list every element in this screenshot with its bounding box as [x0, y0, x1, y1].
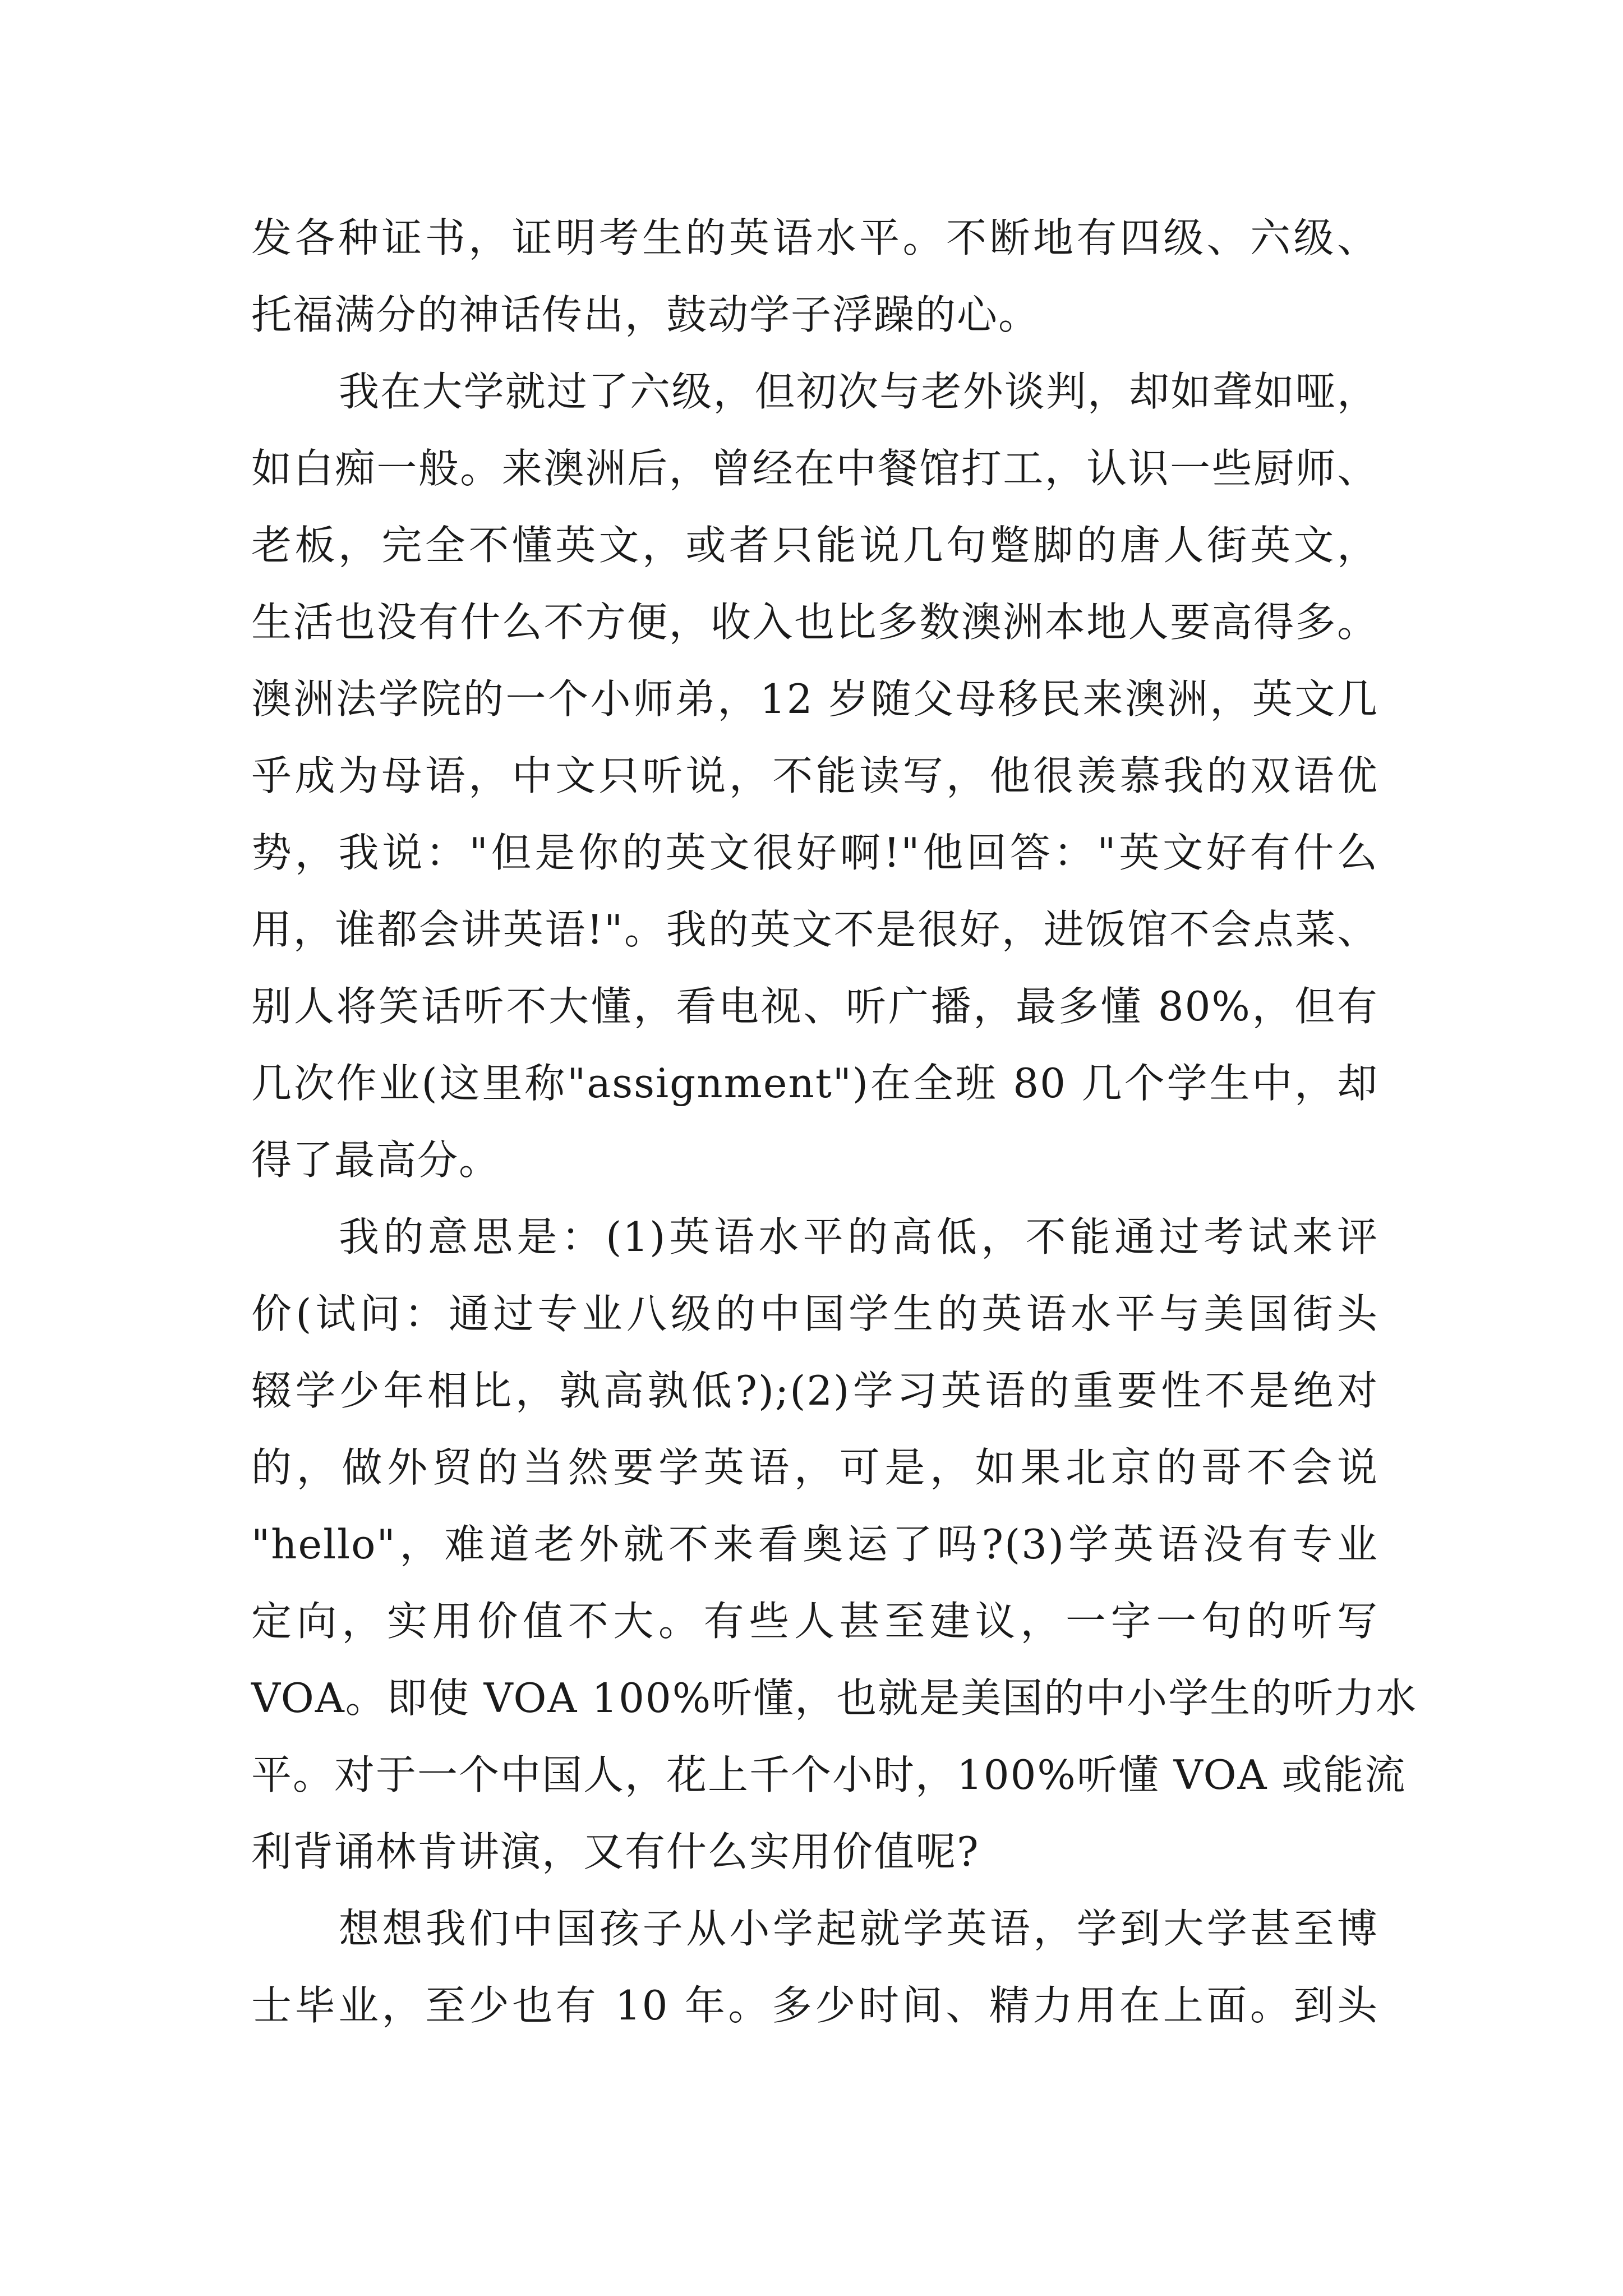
paragraph-start-line: 我在大学就过了六级，但初次与老外谈判，却如聋如哑， — [339, 368, 1378, 415]
text-line: 价(试问：通过专业八级的中国学生的英语水平与美国街头 — [251, 1290, 1378, 1337]
text-line: 士毕业，至少也有 10 年。多少时间、精力用在上面。到头 — [251, 1982, 1378, 2029]
text-line: "hello"，难道老外就不来看奥运了吗?(3)学英语没有专业 — [251, 1521, 1378, 1568]
text-line: 势，我说："但是你的英文很好啊!"他回答："英文好有什么 — [251, 829, 1378, 876]
paragraph-start-line: 想想我们中国孩子从小学起就学英语，学到大学甚至博 — [339, 1905, 1378, 1952]
text-line: 辍学少年相比，孰高孰低?);(2)学习英语的重要性不是绝对 — [251, 1367, 1378, 1414]
text-line: 几次作业(这里称"assignment")在全班 80 几个学生中，却 — [251, 1060, 1378, 1107]
text-line: 如白痴一般。来澳洲后，曾经在中餐馆打工，认识一些厨师、 — [251, 445, 1378, 492]
text-line: VOA。即使 VOA 100%听懂，也就是美国的中小学生的听力水 — [251, 1674, 1418, 1722]
text-line: 澳洲法学院的一个小师弟，12 岁随父母移民来澳洲，英文几 — [251, 675, 1378, 723]
text-line: 乎成为母语，中文只听说，不能读写，他很羡慕我的双语优 — [251, 752, 1378, 799]
text-line: 生活也没有什么不方便，收入也比多数澳洲本地人要高得多。 — [251, 599, 1378, 646]
text-line: 得了最高分。 — [251, 1137, 501, 1184]
text-line: 定向，实用价值不大。有些人甚至建议，一字一句的听写 — [251, 1598, 1378, 1645]
text-line: 平。对于一个中国人，花上千个小时，100%听懂 VOA 或能流 — [251, 1751, 1407, 1798]
text-line: 托福满分的神话传出，鼓动学子浮躁的心。 — [251, 291, 1040, 338]
text-line: 用，谁都会讲英语!"。我的英文不是很好，进饭馆不会点菜、 — [251, 906, 1378, 953]
text-line: 别人将笑话听不大懂，看电视、听广播，最多懂 80%，但有 — [251, 983, 1378, 1030]
text-line: 老板，完全不懂英文，或者只能说几句蹩脚的唐人街英文， — [251, 522, 1378, 569]
text-line: 利背诵林肯讲演，又有什么实用价值呢? — [251, 1828, 980, 1875]
text-line: 的，做外贸的当然要学英语，可是，如果北京的哥不会说 — [251, 1444, 1378, 1491]
body-text — [251, 200, 1418, 2044]
paragraph-start-line: 我的意思是：(1)英语水平的高低，不能通过考试来评 — [339, 1213, 1378, 1260]
text-line: 发各种证书，证明考生的英语水平。不断地有四级、六级、 — [251, 214, 1378, 261]
